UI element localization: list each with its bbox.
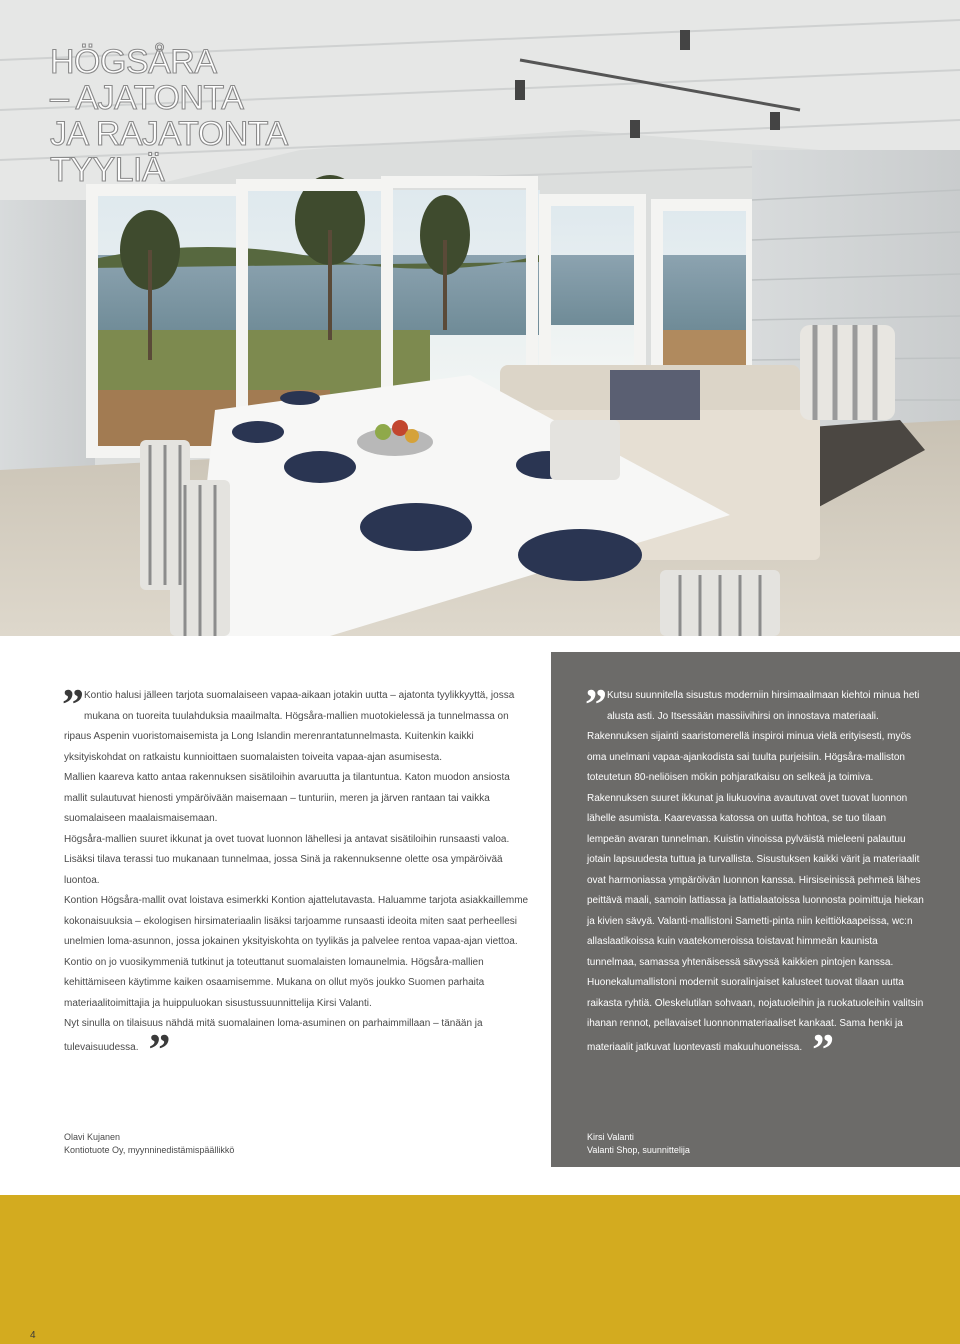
hero-photo (0, 0, 960, 636)
quote-paragraph: Kontio halusi jälleen tarjota suomalaiseen vapaa-aikaan jotakin uutta – ajatonta tyylikkyyttä, jossa mukana on tuoreita tuulahduksia maailmalta. Högsåra-mallien muotokielessä ja tunnelmassa on ripaus Aspenin vuoristomaisemista ja Long Islandin merenrantatunnelmasta. Kuitenkin kaikki yksityiskohdat on ratkaistu kunnioittaen suomalaisten toiveita vapaa-ajan asumisesta. (64, 690, 515, 763)
signature-left (64, 1131, 234, 1157)
quote-paragraph: Högsåra-mallien suuret ikkunat ja ovet tuovat luonnon lähellesi ja antavat sisätiloihin runsaasti valoa. Lisäksi tilava terassi tuo mukanaan tunnelmaa, jossa Sinä ja rakennuksenne olette osa ympäröivää luontoa. (64, 833, 510, 886)
quote-right (585, 680, 927, 1074)
title-line: HÖGSÅRA (50, 43, 217, 81)
quote-last-line: Nyt sinulla on tilaisuus nähdä mitä suomalainen loma-asuminen on parhaimmillaan – tänään ja tulevaisuudessa. (64, 1018, 483, 1053)
close-quote-mark-icon: ” (148, 1024, 165, 1074)
page-title (50, 44, 288, 188)
quote-paragraph (585, 680, 927, 1074)
quote-paragraph (64, 1014, 534, 1074)
page-number: 4 (30, 1330, 36, 1341)
title-line: JA RAJATONTA (50, 115, 288, 153)
open-quote-mark-icon: ” (62, 680, 78, 729)
close-quote-mark-icon: ” (812, 1024, 829, 1074)
title-line: TYYLIÄ (50, 151, 165, 189)
quote-paragraph: Mallien kaareva katto antaa rakennuksen sisätiloihin avaruutta ja tilantuntua. Katon muodon ansiosta mallit sulautuvat hienosti ympäröivään maisemaan – tunturiin, meren ja järven rantaan tai vaikka suomalaiseen maalaismaisemaan. (64, 772, 510, 824)
title-line: – AJATONTA (50, 79, 244, 117)
quote-body: Kutsu suunnitella sisustus moderniin hirsimaailmaan kiehtoi minua heti alusta asti. Jo Itsessään massiivihirsi on innostava materiaali. Rakennuksen sijainti saaristomerellä inspiroi minua vielä erityisesti, myös oma unelmani vapaa-ajankodista sai tuulta purjeisiin. Högsåra-malliston toteutetun 80-neliöisen mökin pohjaratkaisu on selkeä ja toimiva. Rakennuksen suuret ikkunat ja liukuovina avautuvat ovet tuovat luonnon lähelle asumista. Kaarevassa katossa on uutta hohtoa, se tuo tilaan lempeän avaran tunnelman. Kuistin vinoissa pylväistä mieleeni palautuu jotain lapsuudesta tuttua ja turvallista. Sisustuksen kaikki värit ja materiaalit ovat harmoniassa ympäröivän luonnon kanssa. Hirsiseinissä pehmeä lähes peittävä maali, samoin lattiassa ja lattialaatoissa luonnosta poimittuja hiekan ja kivien sävyä. Valanti-mallistoni Sametti-pinta niin keittiökaapeissa, wc:n allaslaatikoissa kuin vaatekomeroissa toistavat himmeän kaunista tunnelmaa, samassa yhtenäisessä sävyssä kaikkien pintojen kanssa. Huonekalumallistoni modernit suoralinjaiset kalusteet tuovat tilaan uutta raikasta ryhtiä. Oleskelutilan sohvaan, nojatuoleihin ja ruokatuoleihin valitsin ihanan rennot, pellavaiset luonnonmateriaaliset kankaat. Sama henki ja materiaalit jatkuvat luontevasti makuuhuoneissa. (587, 690, 924, 1053)
quote-paragraph: Kontio on jo vuosikymmeniä tutkinut ja toteuttanut suomalaisten lomaunelmia. Högsåra-mallien kehittämiseen käytimme kaiken osaamisemme. Mukana on ollut myös joukko Suomen parhaita materiaalitoimittajia ja huippuluokan sisustussuunnittelija Kirsi Valanti. (64, 956, 485, 1009)
quote-right-panel (551, 652, 960, 1167)
signature-title: Valanti Shop, suunnittelija (587, 1145, 690, 1155)
quote-paragraph: Kontion Högsåra-mallit ovat loistava esimerkki Kontion ajattelutavasta. Haluamme tarjota asiakkaillemme kokonaisuuksia – ekologisen hirsimateriaalin lisäksi tarjoamme runsaasti ideoita miten saat perheellesi unelmien loma-asunnon, jossa jokainen yksityiskohta on tyylikäs ja palvelee rentoa vapaa-ajan viettoa. (64, 895, 529, 947)
open-quote-mark-icon: ” (585, 680, 601, 729)
quote-left (62, 680, 534, 1074)
signature-name: Kirsi Valanti (587, 1132, 634, 1142)
decorative-yellow-band (0, 1195, 960, 1344)
signature-right (587, 1131, 690, 1157)
signature-name: Olavi Kujanen (64, 1132, 121, 1142)
signature-title: Kontiotuote Oy, myynninedistämispäällikkö (64, 1145, 235, 1155)
